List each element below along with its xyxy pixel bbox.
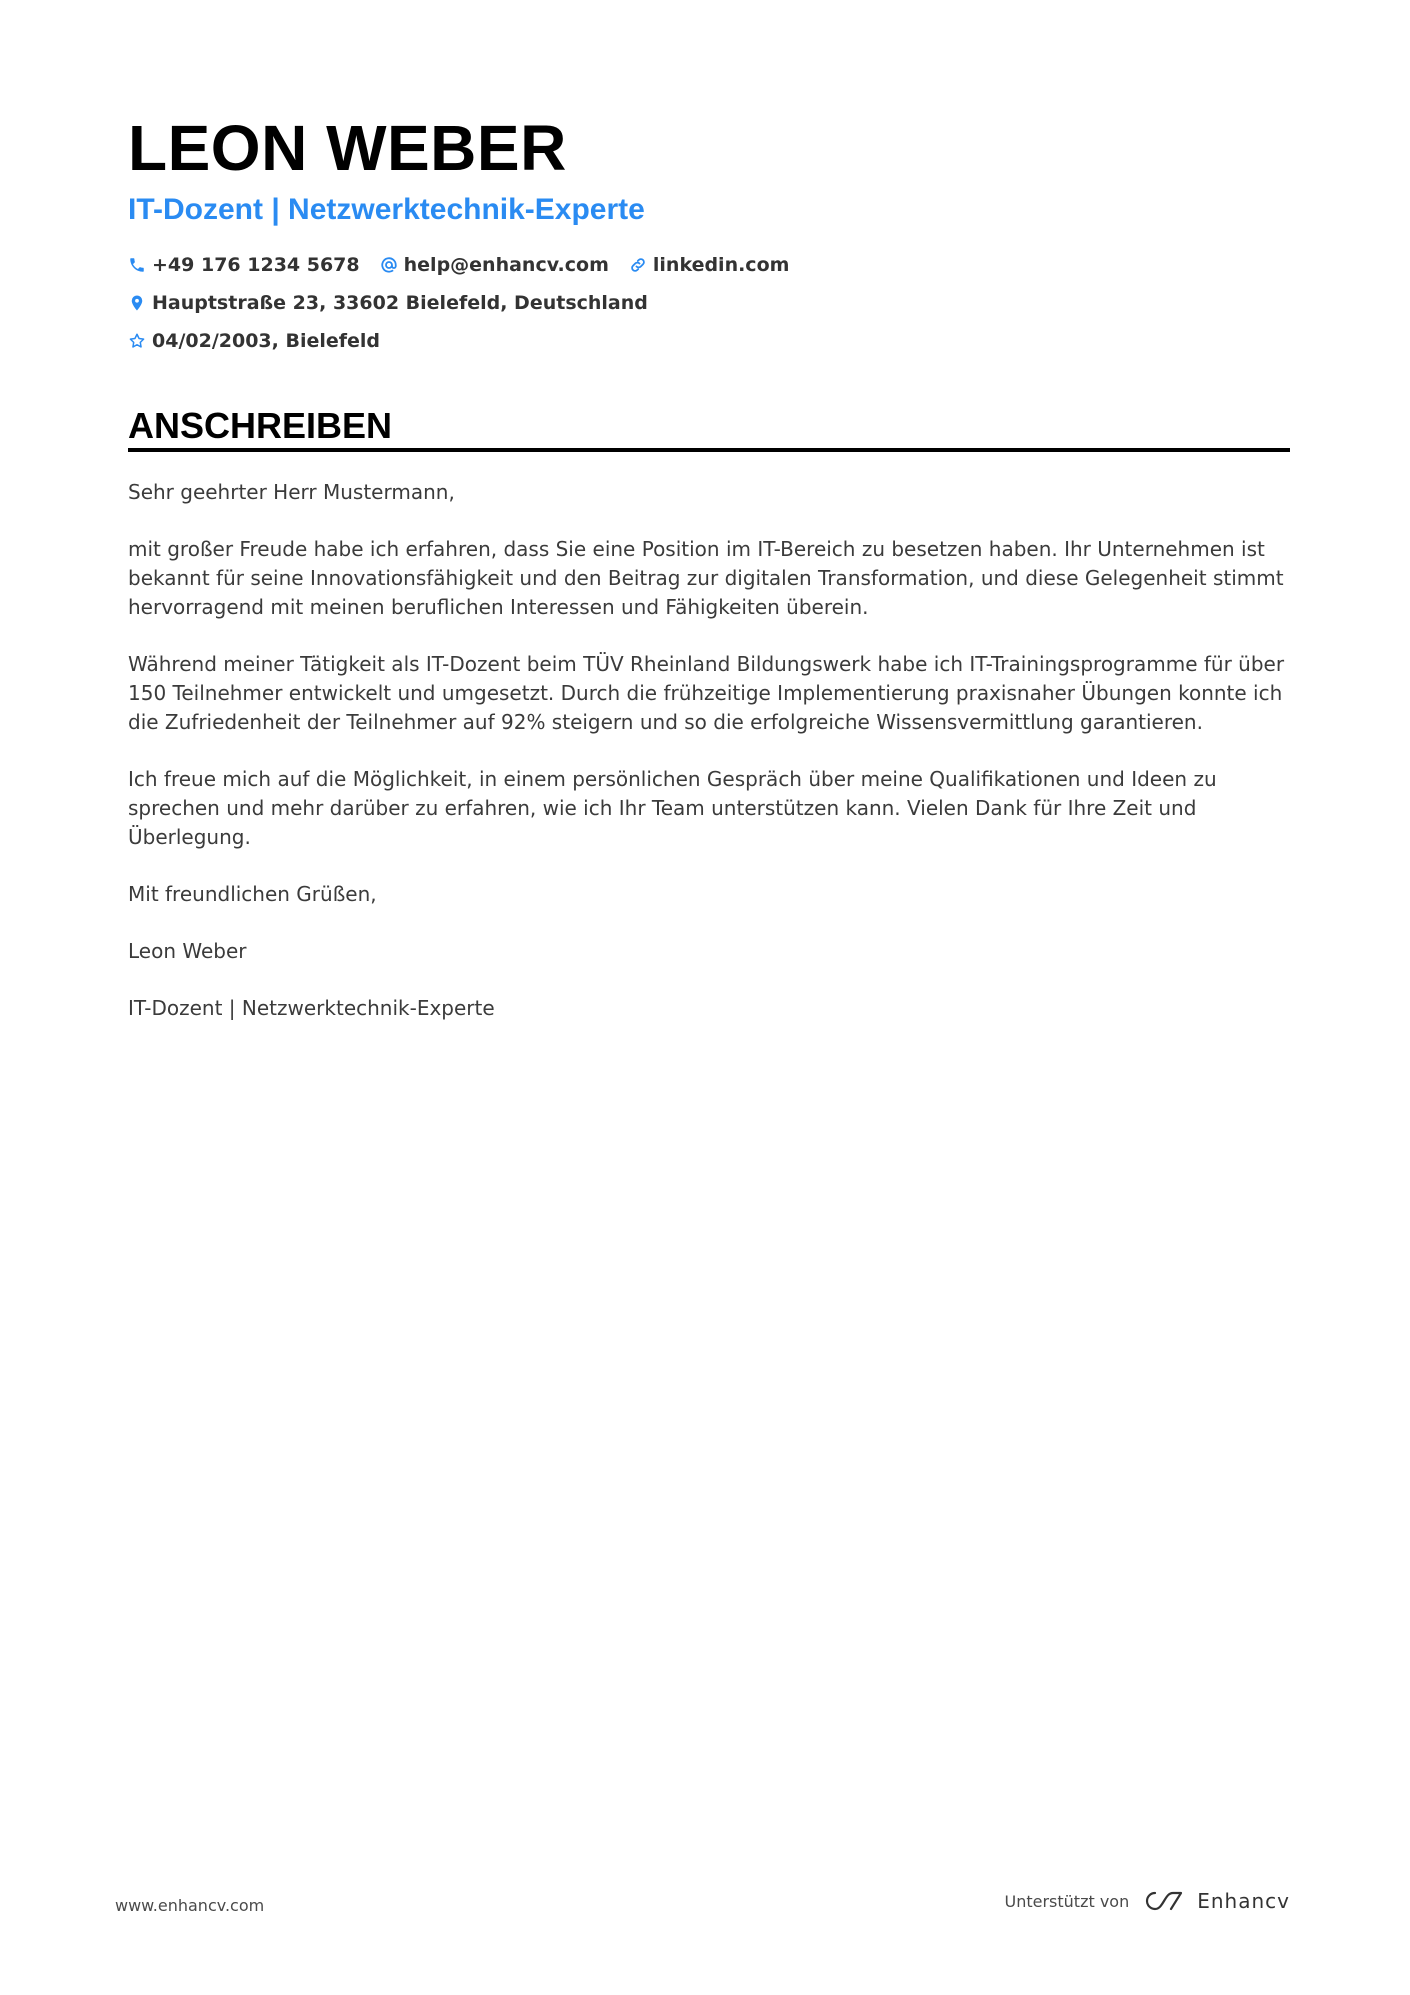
contact-list xyxy=(128,252,1288,354)
footer-branding xyxy=(1005,1888,1291,1914)
letter-paragraph: mit großer Freude habe ich erfahren, dass Sie eine Position im IT-Bereich zu besetzen haben. Ihr Unternehmen ist bekannt für seine Innovationsfähigkeit und den Beitrag zur digitalen Transformation, und diese Gelegenheit stimmt hervorragend mit meinen beruflichen Interessen und Fähigkeiten überein. xyxy=(128,537,1284,619)
phone-icon xyxy=(128,256,146,274)
footer-powered-by: Unterstützt von xyxy=(1004,1891,1130,1911)
letter-paragraph: Ich freue mich auf die Möglichkeit, in einem persönlichen Gespräch über meine Qualifikationen und Ideen zu sprechen und mehr darüber zu erfahren, wie ich Ihr Team unterstützen kann. Vielen Dank für Ihre Zeit und Überlegung. xyxy=(128,767,1217,849)
contact-birth-text: 04/02/2003, Bielefeld xyxy=(152,330,381,352)
contact-address xyxy=(128,290,648,316)
location-pin-icon xyxy=(128,294,146,312)
contact-link-text[interactable]: linkedin.com xyxy=(652,254,790,276)
enhancv-logo-icon xyxy=(1141,1888,1187,1914)
letter-signature-title: IT-Dozent | Netzwerktechnik-Experte xyxy=(128,996,495,1020)
section-divider xyxy=(128,448,1290,452)
contact-link[interactable] xyxy=(629,252,790,278)
star-icon xyxy=(128,332,146,350)
letter-signature-name: Leon Weber xyxy=(128,939,247,963)
letter-paragraph: Während meiner Tätigkeit als IT-Dozent beim TÜV Rheinland Bildungswerk habe ich IT-Trainingsprogramme für über 150 Teilnehmer entwickelt und umgesetzt. Durch die frühzeitige Implementierung praxisnaher Übungen konnte ich die Zufriedenheit der Teilnehmer auf 92% steigern und so die erfolgreiche Wissensvermittlung garantieren. xyxy=(128,652,1285,734)
at-icon xyxy=(380,256,398,274)
contact-address-text: Hauptstraße 23, 33602 Bielefeld, Deutschland xyxy=(152,292,648,314)
section-title: ANSCHREIBEN xyxy=(128,405,393,446)
contact-phone-text: +49 176 1234 5678 xyxy=(152,254,360,276)
letter-salutation: Sehr geehrter Herr Mustermann, xyxy=(128,480,455,504)
candidate-name: LEON WEBER xyxy=(128,112,567,184)
candidate-headline: IT-Dozent | Netzwerktechnik-Experte xyxy=(128,193,645,226)
footer-website[interactable]: www.enhancv.com xyxy=(115,1896,265,1915)
enhancv-wordmark: Enhancv xyxy=(1197,1889,1290,1913)
contact-email-text[interactable]: help@enhancv.com xyxy=(403,254,609,276)
contact-email[interactable] xyxy=(380,252,609,278)
contact-phone xyxy=(128,252,360,278)
link-icon xyxy=(629,256,647,274)
contact-birth xyxy=(128,328,1288,354)
letter-closing: Mit freundlichen Grüßen, xyxy=(128,882,377,906)
letter-body xyxy=(128,478,1290,1051)
